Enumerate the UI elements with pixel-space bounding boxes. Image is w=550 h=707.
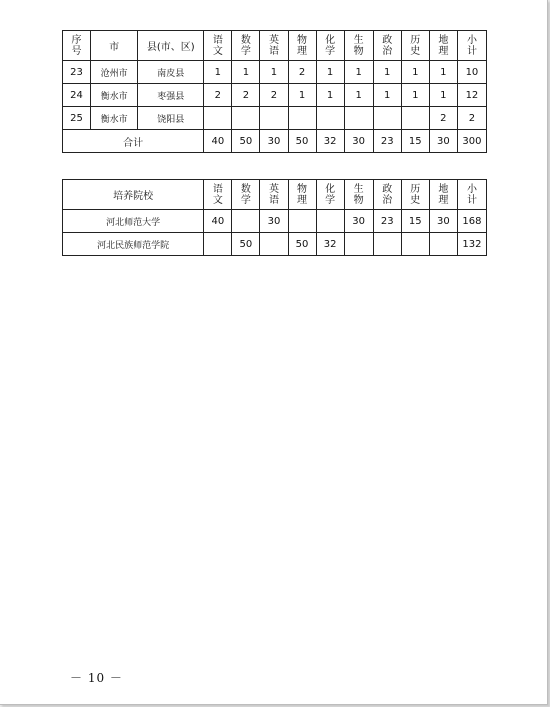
column-header: 培养院校	[63, 180, 204, 210]
table-cell: 1	[344, 84, 373, 107]
table-cell: 1	[373, 84, 401, 107]
table-cell	[204, 233, 232, 256]
table-cell: 168	[457, 210, 486, 233]
column-header: 小计	[457, 31, 486, 61]
table-cell: 40	[204, 210, 232, 233]
table-cell: 河北师范大学	[63, 210, 204, 233]
table-cell: 30	[429, 210, 457, 233]
table-cell: 南皮县	[138, 61, 204, 84]
table-cell: 1	[373, 61, 401, 84]
table-cell: 河北民族师范学院	[63, 233, 204, 256]
table-cell	[316, 210, 344, 233]
table-cell: 1	[260, 61, 288, 84]
table-cell: 1	[288, 84, 316, 107]
table-cell: 23	[63, 61, 91, 84]
total-cell: 50	[288, 130, 316, 153]
table-cell: 23	[373, 210, 401, 233]
table-cell	[344, 233, 373, 256]
table-cell	[373, 233, 401, 256]
column-header: 县(市、区)	[138, 31, 204, 61]
column-header: 英语	[260, 31, 288, 61]
column-header: 小计	[457, 180, 486, 210]
column-header: 英语	[260, 180, 288, 210]
table-cell: 饶阳县	[138, 107, 204, 130]
page-number: － 10 －	[70, 671, 123, 685]
total-cell: 50	[232, 130, 260, 153]
table-cell: 1	[429, 61, 457, 84]
table-cell	[260, 233, 288, 256]
total-cell: 30	[260, 130, 288, 153]
table-cell: 1	[204, 61, 232, 84]
table-cell	[401, 107, 429, 130]
table-cell	[316, 107, 344, 130]
table-cell: 沧州市	[91, 61, 138, 84]
column-header: 地理	[429, 31, 457, 61]
column-header: 生物	[344, 31, 373, 61]
table-cell	[429, 233, 457, 256]
table-cell: 2	[429, 107, 457, 130]
table-row	[63, 107, 487, 130]
table-cell	[373, 107, 401, 130]
table-cell: 2	[204, 84, 232, 107]
total-cell: 15	[401, 130, 429, 153]
table-cell: 30	[344, 210, 373, 233]
total-cell: 23	[373, 130, 401, 153]
column-header: 数学	[232, 31, 260, 61]
table-cell: 12	[457, 84, 486, 107]
column-header: 语文	[204, 180, 232, 210]
total-cell: 32	[316, 130, 344, 153]
table-cell	[401, 233, 429, 256]
table-cell: 10	[457, 61, 486, 84]
column-header: 历史	[401, 31, 429, 61]
table-cell: 32	[316, 233, 344, 256]
teacher-allocation-table	[62, 30, 487, 153]
table-cell: 1	[316, 84, 344, 107]
table-cell: 1	[401, 84, 429, 107]
total-row	[63, 130, 487, 153]
table-cell	[288, 107, 316, 130]
table-cell: 2	[457, 107, 486, 130]
table-cell: 1	[316, 61, 344, 84]
table-cell: 1	[232, 61, 260, 84]
column-header: 数学	[232, 180, 260, 210]
table-cell: 1	[401, 61, 429, 84]
column-header: 化学	[316, 31, 344, 61]
table-cell	[344, 107, 373, 130]
table-cell	[232, 107, 260, 130]
table-cell: 24	[63, 84, 91, 107]
table-cell: 2	[232, 84, 260, 107]
table-cell: 25	[63, 107, 91, 130]
column-header: 市	[91, 31, 138, 61]
table-row	[63, 233, 487, 256]
table-cell: 枣强县	[138, 84, 204, 107]
table-cell: 衡水市	[91, 107, 138, 130]
table-cell: 50	[288, 233, 316, 256]
table-cell: 2	[288, 61, 316, 84]
column-header: 地理	[429, 180, 457, 210]
table-cell: 15	[401, 210, 429, 233]
table-cell	[260, 107, 288, 130]
total-cell: 30	[429, 130, 457, 153]
table-header-row	[63, 180, 487, 210]
column-header: 生物	[344, 180, 373, 210]
column-header: 政治	[373, 180, 401, 210]
table-cell: 1	[429, 84, 457, 107]
total-cell: 40	[204, 130, 232, 153]
column-header: 语文	[204, 31, 232, 61]
table-cell: 30	[260, 210, 288, 233]
table-cell: 132	[457, 233, 486, 256]
table-cell	[204, 107, 232, 130]
column-header: 历史	[401, 180, 429, 210]
column-header: 政治	[373, 31, 401, 61]
table-row	[63, 210, 487, 233]
table-cell: 1	[344, 61, 373, 84]
total-label: 合计	[63, 130, 204, 153]
table-cell: 衡水市	[91, 84, 138, 107]
table-cell: 2	[260, 84, 288, 107]
column-header: 序号	[63, 31, 91, 61]
column-header: 物理	[288, 31, 316, 61]
table-row	[63, 84, 487, 107]
total-cell: 30	[344, 130, 373, 153]
column-header: 化学	[316, 180, 344, 210]
table-header-row	[63, 31, 487, 61]
table-cell	[288, 210, 316, 233]
table-row	[63, 61, 487, 84]
table-cell: 50	[232, 233, 260, 256]
column-header: 物理	[288, 180, 316, 210]
total-cell: 300	[457, 130, 486, 153]
table-cell	[232, 210, 260, 233]
training-institution-table	[62, 179, 487, 256]
